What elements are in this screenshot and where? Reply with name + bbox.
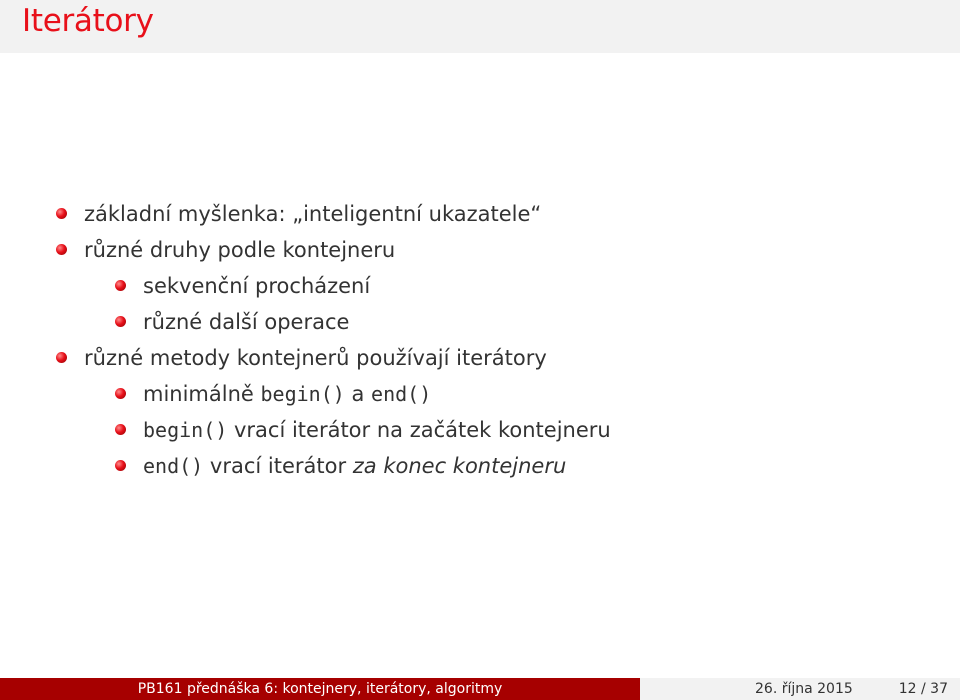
sub-bullet-icon xyxy=(115,388,126,399)
footer-info xyxy=(640,678,960,700)
item-text: vrací iterátor na začátek kontejneru xyxy=(227,418,611,442)
code-begin: begin() xyxy=(143,418,228,442)
code-begin: begin() xyxy=(260,382,345,406)
item-text: a xyxy=(344,382,372,406)
bullet-item: základní myšlenka: „inteligentní ukazatele“ xyxy=(84,202,542,226)
footer xyxy=(0,678,960,700)
code-end: end() xyxy=(371,382,432,406)
sub-bullet-item xyxy=(143,451,566,481)
bullet-icon xyxy=(56,244,67,255)
code-end: end() xyxy=(143,454,204,478)
page-number: 12 / 37 xyxy=(898,681,948,697)
sub-bullet-icon xyxy=(115,316,126,327)
sub-bullet-item xyxy=(143,415,611,445)
sub-bullet-item: sekvenční procházení xyxy=(143,274,371,298)
footer-date: 26. října 2015 xyxy=(755,681,853,697)
item-text: vrací iterátor xyxy=(203,454,353,478)
bullet-item: různé druhy podle kontejneru xyxy=(84,238,396,262)
sub-bullet-icon xyxy=(115,280,126,291)
item-text: minimálně xyxy=(143,382,261,406)
sub-bullet-icon xyxy=(115,424,126,435)
sub-bullet-item xyxy=(143,379,431,409)
slide-title: Iterátory xyxy=(22,3,154,39)
sub-bullet-icon xyxy=(115,460,126,471)
bullet-icon xyxy=(56,352,67,363)
footer-course-title: PB161 přednáška 6: kontejnery, iterátory, algoritmy xyxy=(0,678,640,700)
sub-bullet-item: různé další operace xyxy=(143,310,350,334)
item-emphasis: za konec kontejneru xyxy=(352,454,567,478)
bullet-item: různé metody kontejnerů používají iterátory xyxy=(84,346,547,370)
bullet-icon xyxy=(56,208,67,219)
